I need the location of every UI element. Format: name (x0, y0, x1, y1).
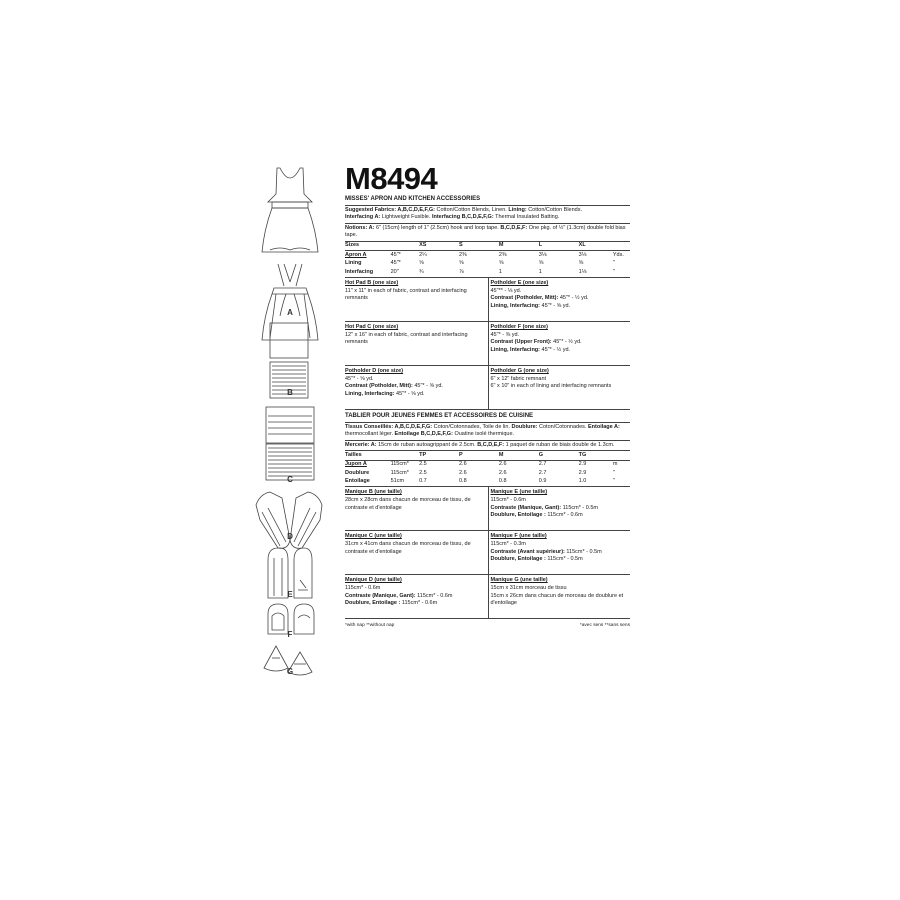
yardage-item-line: Lining, Interfacing: 45"* - ½ yd. (490, 346, 571, 353)
figure-label-b: B (287, 388, 293, 397)
size-cell: 2.6 (498, 461, 507, 468)
size-table-header (345, 451, 630, 460)
size-cell: ¾ (419, 268, 459, 277)
yardage-item (345, 322, 488, 366)
size-header-cell (391, 451, 420, 460)
size-cell: 1 (499, 268, 539, 277)
yardage-item-line: 45"** - ⅛ yd. (490, 287, 522, 294)
size-cell: 3⅛ (538, 251, 547, 258)
size-cell: Yds. (612, 251, 624, 258)
yardage-item-line: Doublure, Entoilage : 115cm* - 0.6m (345, 600, 438, 607)
yardage-item-line: 115cm* - 0.6m (345, 584, 381, 591)
pattern-info-column (345, 163, 630, 630)
size-header-cell: TP (419, 451, 459, 460)
english-heading: MISSES' APRON AND KITCHEN ACCESSORIES (345, 196, 630, 206)
french-fabrics: Tissus Conseillés: A,B,C,D,E,F,G: Coton/Cotonnades, Toile de lin. Doublure: Coton/Cotonnades. Entoilage A: thermocollant léger. Entoilage B,C,D,E,F,G: Ouatine isolé thermique. (345, 423, 630, 441)
size-table-row (345, 260, 630, 269)
size-cell: 2¼ (419, 251, 427, 258)
yardage-item-title: Manique C (une taille) (345, 533, 402, 540)
figure-label-g: G (286, 667, 294, 676)
yardage-item (488, 575, 631, 619)
yardage-item-line: Lining, Interfacing: 45"* - ⅝ yd. (490, 302, 571, 309)
yardage-item-line: 11" x 11" in each of fabric, contrast and interfacing remnants (345, 287, 467, 302)
size-table-row (345, 478, 630, 487)
yardage-item-line: Doublure, Entoilage : 115cm* - 0.6m (490, 512, 583, 519)
pattern-number: M8494 (345, 161, 438, 196)
yardage-item-line: 15cm x 31cm morceau de tissu (490, 584, 567, 591)
size-cell: Interfacing (345, 268, 391, 277)
yardage-item (488, 278, 631, 322)
hot-pad-c-drawing (266, 407, 314, 480)
size-cell: ⅝ (458, 260, 464, 267)
yardage-item-line: Contraste (Avant supérieur): 115cm* - 0.5m (490, 548, 602, 555)
size-cell: 2.6 (458, 469, 467, 476)
yardage-item (488, 366, 631, 410)
size-header-cell: Sizes (345, 242, 391, 251)
size-cell: 2.6 (458, 461, 467, 468)
english-notions: Notions: A: 6" (15cm) length of 1" (2.5cm) hook and loop tape. B,C,D,E,F: One pkg. of ½" (1.3cm) double fold bias tape. (345, 224, 630, 242)
yardage-item-title: Manique F (une taille) (490, 533, 547, 540)
yardage-item (488, 531, 631, 575)
yardage-item-title: Potholder D (one size) (345, 367, 404, 374)
size-cell: 0.8 (459, 478, 499, 487)
size-cell: Apron A (345, 251, 367, 258)
size-cell: Entoilage (345, 478, 391, 487)
yardage-item-line: 6" x 10" in each of lining and interfacing remnants (490, 383, 612, 390)
french-items-grid (345, 487, 630, 619)
yardage-item-title: Potholder G (one size) (490, 367, 549, 374)
size-cell: m (612, 461, 618, 468)
size-cell: Jupon A (345, 461, 367, 468)
size-cell: 2.7 (538, 469, 547, 476)
yardage-item-line: Lining, Interfacing: 45"* - ⅝ yd. (345, 390, 425, 397)
size-cell: 45"* (390, 260, 401, 267)
size-header-cell: M (499, 242, 539, 251)
size-header-cell: XL (579, 242, 613, 251)
figure-label-a: A (287, 308, 293, 317)
size-header-cell: XS (419, 242, 459, 251)
size-cell: 2.6 (498, 469, 507, 476)
size-cell: ⅝ (538, 260, 544, 267)
size-cell: " (612, 469, 615, 476)
yardage-item-line: 45"* - ⅜ yd. (490, 331, 520, 338)
size-cell: 1.0 (579, 478, 613, 487)
size-cell: 51cm (391, 478, 420, 487)
yardage-item-line: Contrast (Upper Front): 45"* - ½ yd. (490, 339, 582, 346)
footnote-english: *with nap **without nap (345, 623, 395, 629)
size-cell: 0.8 (499, 478, 539, 487)
yardage-item-line: 15cm x 26cm dans chacun de morceau de doublure et d'entoilage (490, 592, 624, 607)
size-header-cell: S (459, 242, 499, 251)
figure-label-c: C (287, 475, 293, 484)
french-size-table (345, 451, 630, 487)
hot-pad-b-drawing (270, 323, 308, 398)
footnotes (345, 622, 630, 630)
size-cell: 45"* (390, 251, 401, 258)
size-cell: 115cm* (390, 469, 409, 476)
size-table-row (345, 251, 630, 260)
size-header-cell: TG (579, 451, 613, 460)
size-header-cell: L (539, 242, 579, 251)
technical-drawings (250, 160, 330, 720)
yardage-item-title: Manique D (une taille) (345, 577, 402, 584)
yardage-item (345, 575, 488, 619)
size-cell: 2⅜ (498, 251, 507, 258)
size-cell: 2.5 (419, 469, 427, 476)
size-cell: 0.9 (539, 478, 579, 487)
size-cell: 1 (539, 268, 579, 277)
size-header-cell: M (499, 451, 539, 460)
yardage-item-title: Manique B (une taille) (345, 489, 402, 496)
size-cell: 2⅜ (458, 251, 467, 258)
yardage-item-title: Hot Pad B (one size) (345, 279, 399, 286)
apron-front-drawing (262, 168, 318, 252)
size-cell: 0.7 (419, 478, 459, 487)
size-table-row (345, 460, 630, 469)
yardage-item-line: Contrast (Potholder, Mitt): 45"* - ½ yd. (490, 295, 589, 302)
yardage-item-title: Potholder E (one size) (490, 279, 549, 286)
size-cell: " (613, 478, 630, 487)
size-header-cell: G (539, 451, 579, 460)
yardage-item (345, 278, 488, 322)
size-cell: 2.9 (578, 469, 587, 476)
yardage-item-line: 115cm* - 0.3m (490, 540, 526, 547)
yardage-item-line: 45"* - ⅝ yd. (345, 375, 374, 382)
size-cell: ⅝ (419, 260, 424, 267)
yardage-item (345, 531, 488, 575)
size-header-cell (391, 242, 420, 251)
figure-label-d: D (287, 532, 293, 541)
size-cell: 2.9 (578, 461, 587, 468)
size-cell: 1⅛ (579, 268, 613, 277)
size-cell: 20" (391, 268, 420, 277)
yardage-item-line: Contrast (Potholder, Mitt): 45"* - ⅝ yd. (345, 383, 443, 390)
size-cell: " (613, 268, 630, 277)
yardage-item (345, 366, 488, 410)
english-size-table (345, 242, 630, 278)
size-header-cell (613, 451, 630, 460)
yardage-item-line: 28cm x 28cm dans chacun de morceau de tissu, de contraste et d'entoilage (345, 496, 471, 511)
yardage-item (345, 487, 488, 531)
french-heading: TABLIER POUR JEUNES FEMMES ET ACCESSOIRES DE CUISINE (345, 413, 630, 423)
size-table-header (345, 242, 630, 251)
yardage-item (488, 487, 631, 531)
yardage-item-title: Potholder F (one size) (490, 323, 548, 330)
size-cell: " (612, 260, 615, 267)
yardage-item-line: 12" x 16" in each of fabric, contrast and interfacing remnants (345, 331, 468, 346)
yardage-item (488, 322, 631, 366)
size-header-cell (613, 242, 630, 251)
figure-label-e: E (287, 590, 293, 599)
yardage-item-title: Hot Pad C (one size) (345, 323, 399, 330)
english-items-grid (345, 278, 630, 410)
yardage-item-title: Manique E (une taille) (490, 489, 548, 496)
size-cell: Doublure (345, 469, 370, 476)
footnote-french: *avec sens **sans sens (579, 623, 630, 629)
size-table-row (345, 268, 630, 277)
yardage-item-line: 31cm x 41cm dans chacun de morceau de tissu, de contraste et d'entoilage (345, 540, 471, 555)
size-cell: 3⅛ (578, 251, 587, 258)
french-notions: Mercerie: A: 15cm de ruban autoagrippant de 2.5cm. B,C,D,E,F: 1 paquet de ruban de biais double de 1.3cm. (345, 441, 630, 452)
size-cell: ⅝ (578, 260, 584, 267)
english-fabrics: Suggested Fabrics: A,B,C,D,E,F,G: Cotton/Cotton Blends, Linen. Lining: Cotton/Cotton Blends. Interfacing A: Lightweight Fusible. Interfacing B,C,D,E,F,G: Thermal Insulated Batting. (345, 206, 630, 224)
yardage-item-line: Contraste (Manique, Gant): 115cm* - 0.6m (345, 592, 453, 599)
figure-label-f: F (287, 630, 293, 639)
size-cell: Lining (345, 260, 362, 267)
yardage-item-line: Doublure, Entoilage : 115cm* - 0.5m (490, 556, 583, 563)
yardage-item-line: 6" x 12" fabric remnant (490, 375, 547, 382)
size-header-cell: Tailles (345, 451, 391, 460)
size-cell: ⅝ (498, 260, 504, 267)
size-cell: ⅞ (459, 268, 499, 277)
size-cell: 2.7 (538, 461, 547, 468)
size-table-row (345, 469, 630, 478)
yardage-item-title: Manique G (une taille) (490, 577, 548, 584)
yardage-item-line: Contraste (Manique, Gant): 115cm* - 0.5m (490, 504, 598, 511)
size-header-cell: P (459, 451, 499, 460)
size-cell: 2.5 (419, 461, 427, 468)
size-cell: 115cm* (390, 461, 409, 468)
yardage-item-line: 115cm* - 0.6m (490, 496, 526, 503)
